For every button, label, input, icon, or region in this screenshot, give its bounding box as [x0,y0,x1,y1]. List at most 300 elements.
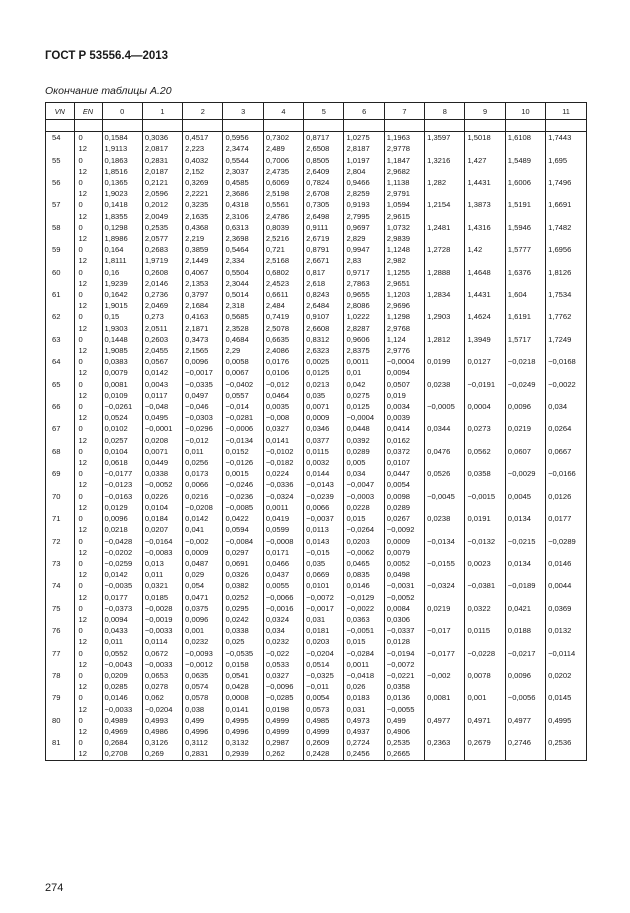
vn-cell: 71 [52,514,61,524]
value-cell: 1,2154 [425,199,465,210]
value-cell: −0,0043 [102,659,142,670]
value-cell: 0,0264 [546,423,586,434]
value-cell: 1,9239 [102,278,142,289]
value-cell: 2,0577 [142,233,182,244]
value-cell: 0,2428 [304,748,344,759]
value-cell: 0,0338 [223,625,263,636]
value-cell [465,233,505,244]
value-cell: 0,2363 [425,737,465,748]
vn-cell: 60 [52,267,61,277]
value-cell [505,592,545,603]
value-cell: 1,2834 [425,289,465,300]
value-cell: −0,0022 [344,603,384,614]
value-cell: −0,0324 [263,491,303,502]
table-row [46,132,586,144]
value-cell: −0,008 [263,412,303,423]
vn-cell [46,412,74,423]
value-cell [465,323,505,334]
value-cell: −0,0168 [546,356,586,367]
vn-cell: 74 [52,581,61,591]
value-cell: 0,7305 [304,199,344,210]
value-cell [465,704,505,715]
value-cell [465,592,505,603]
value-cell: 0,6313 [223,222,263,233]
value-cell: 1,8111 [102,255,142,266]
value-cell: 0,8312 [304,334,344,345]
value-cell: 0,0152 [223,446,263,457]
value-cell: 0,0242 [223,614,263,625]
value-cell: 0,2679 [465,737,505,748]
en-cell: 0 [74,513,102,524]
value-cell: 0,062 [142,692,182,703]
value-cell: −0,0052 [384,592,424,603]
value-cell: 0,3473 [183,334,223,345]
en-cell: 12 [74,300,102,311]
value-cell: 2,0187 [142,166,182,177]
value-cell: 2,5198 [263,188,303,199]
value-cell: 2,4523 [263,278,303,289]
value-cell: −0,022 [263,648,303,659]
vn-cell [46,255,74,266]
value-cell: 0,0023 [465,558,505,569]
value-cell: 2,9778 [384,143,424,154]
value-cell: 2,1565 [183,345,223,356]
value-cell [465,412,505,423]
value-cell: 0,0144 [304,468,344,479]
table-row [46,569,586,580]
value-cell [465,300,505,311]
value-cell: −0,0164 [142,536,182,547]
value-cell: 0,2831 [142,155,182,166]
value-cell: 0,6069 [263,177,303,188]
value-cell: 1,7534 [546,289,586,300]
value-cell: −0,0284 [344,648,384,659]
en-cell: 12 [74,614,102,625]
vn-cell [46,726,74,737]
en-cell: 0 [74,423,102,434]
value-cell: 0,0672 [142,648,182,659]
table-row [46,345,586,356]
value-cell: −0,0056 [505,692,545,703]
table-row [46,558,586,569]
value-cell [465,211,505,222]
value-cell: 1,8355 [102,211,142,222]
value-cell [546,502,586,513]
value-cell: 0,9655 [344,289,384,300]
value-cell: 0,0238 [425,379,465,390]
value-cell: 0,8791 [304,244,344,255]
table-row [46,692,586,703]
value-cell [505,726,545,737]
value-cell: 0,0369 [546,603,586,614]
value-cell: −0,0017 [183,367,223,378]
vn-cell: 72 [52,536,61,546]
value-cell: 0,0203 [344,536,384,547]
value-cell: −0,0134 [223,435,263,446]
value-cell: −0,0085 [223,502,263,513]
value-cell: 1,42 [465,244,505,255]
value-cell: 2,9768 [384,323,424,334]
value-cell: 0,0181 [304,625,344,636]
table-row [46,524,586,535]
value-cell: 0,0134 [505,513,545,524]
value-cell: 0,0055 [263,580,303,591]
value-cell: 0,0562 [465,446,505,457]
value-cell: 2,3474 [223,143,263,154]
value-cell: 1,8126 [546,267,586,278]
vn-cell [46,143,74,154]
value-cell: 0,0106 [263,367,303,378]
value-cell: 0,9466 [344,177,384,188]
value-cell: 0,9697 [344,222,384,233]
value-cell: 0,0136 [384,692,424,703]
value-cell [505,278,545,289]
vn-cell [46,367,74,378]
value-cell: 1,604 [505,289,545,300]
value-cell: −0,0194 [384,648,424,659]
value-cell: −0,0132 [465,536,505,547]
value-cell: −0,0096 [263,681,303,692]
value-cell: 0,0145 [546,692,586,703]
value-cell: 0,005 [344,457,384,468]
value-cell: 0,2708 [102,748,142,759]
value-cell: 0,0044 [546,580,586,591]
value-cell: 2,8086 [344,300,384,311]
value-cell: −0,0249 [505,379,545,390]
value-cell: 0,4995 [546,715,586,726]
value-cell: 0,5685 [223,311,263,322]
en-cell: 12 [74,143,102,154]
spacer-cell [546,120,586,132]
table-row [46,592,586,603]
value-cell: −0,048 [142,401,182,412]
value-cell: 0,0146 [102,692,142,703]
value-cell: 2,3044 [223,278,263,289]
vn-cell [46,479,74,490]
value-cell: 1,9303 [102,323,142,334]
value-cell: 1,6691 [546,199,586,210]
value-cell: 1,6108 [505,132,545,144]
value-cell: 0,0084 [384,603,424,614]
value-cell: 1,1847 [384,155,424,166]
value-cell: 0,0066 [304,502,344,513]
value-cell [465,479,505,490]
value-cell: 0,0607 [505,446,545,457]
value-cell: 1,6006 [505,177,545,188]
value-cell [425,278,465,289]
value-cell: 2,3698 [223,233,263,244]
value-cell: 0,0466 [263,558,303,569]
value-cell: 0,0306 [384,614,424,625]
en-cell: 12 [74,166,102,177]
value-cell: 0,0128 [384,636,424,647]
table-row [46,648,586,659]
table-row [46,300,586,311]
value-cell: 0,0191 [465,513,505,524]
value-cell: −0,0236 [223,491,263,502]
value-cell: −0,0325 [304,670,344,681]
value-cell: 0,7302 [263,132,303,144]
value-cell [425,367,465,378]
table-row [46,547,586,558]
value-cell [505,345,545,356]
value-cell: 0,0146 [344,580,384,591]
value-cell: 0,0071 [142,446,182,457]
value-cell [505,524,545,535]
value-cell: 2,0049 [142,211,182,222]
value-cell: 0,3235 [183,199,223,210]
value-cell [425,166,465,177]
value-cell: 0,0465 [344,558,384,569]
table-row [46,188,586,199]
value-cell: 0,0141 [223,704,263,715]
spacer-cell [304,120,344,132]
value-cell: −0,0204 [304,648,344,659]
en-cell: 0 [74,625,102,636]
value-cell: 0,0009 [384,536,424,547]
value-cell: 0,0449 [142,457,182,468]
value-cell: 0,0107 [384,457,424,468]
value-cell [425,636,465,647]
value-cell [546,704,586,715]
value-cell: 1,7762 [546,311,586,322]
en-cell: 12 [74,524,102,535]
value-cell: 0,015 [344,636,384,647]
value-cell [546,255,586,266]
value-cell: 0,0256 [183,457,223,468]
value-cell: 1,124 [384,334,424,345]
en-cell: 0 [74,379,102,390]
table-row [46,625,586,636]
value-cell: 0,4977 [505,715,545,726]
value-cell: 0,6635 [263,334,303,345]
value-cell: 0,0573 [304,704,344,715]
value-cell: 0,0011 [344,356,384,367]
value-cell: 1,6191 [505,311,545,322]
value-cell: 0,0228 [344,502,384,513]
value-cell: 0,0171 [263,547,303,558]
table-row [46,311,586,322]
en-cell: 12 [74,726,102,737]
column-header: 8 [425,103,465,120]
value-cell: 0,0203 [304,636,344,647]
value-cell: −0,0228 [465,648,505,659]
vn-cell: 67 [52,424,61,434]
value-cell: 1,1298 [384,311,424,322]
vn-cell: 56 [52,178,61,187]
value-cell: 1,4624 [465,311,505,322]
en-cell: 12 [74,748,102,759]
value-cell: 0,0079 [384,547,424,558]
value-cell: 2,6671 [304,255,344,266]
value-cell: 0,0134 [505,558,545,569]
value-cell: 0,025 [223,636,263,647]
value-cell: 0,0058 [223,356,263,367]
value-cell: 1,7482 [546,222,586,233]
value-cell: 0,6802 [263,267,303,278]
value-cell: 0,0015 [223,468,263,479]
value-cell: 0,0054 [304,692,344,703]
value-cell: 1,3597 [425,132,465,144]
value-cell: 0,4977 [425,715,465,726]
value-cell: −0,0019 [142,614,182,625]
value-cell: 0,2987 [263,737,303,748]
value-cell [505,569,545,580]
value-cell: −0,012 [183,435,223,446]
value-cell: 0,1863 [102,155,142,166]
value-cell [425,524,465,535]
value-cell: 0,0464 [263,390,303,401]
en-cell: 12 [74,390,102,401]
value-cell [465,255,505,266]
value-cell: 1,3873 [465,199,505,210]
value-cell: 0,4999 [304,726,344,737]
en-cell: 12 [74,457,102,468]
value-cell: 1,2812 [425,334,465,345]
value-cell [546,614,586,625]
spacer-cell [344,120,384,132]
value-cell: 0,0142 [142,367,182,378]
vn-cell [46,278,74,289]
value-cell: 0,0322 [465,603,505,614]
vn-cell [46,345,74,356]
value-cell: 0,0297 [223,547,263,558]
value-cell: 0,8039 [263,222,303,233]
value-cell: 2,6484 [304,300,344,311]
value-cell [425,412,465,423]
value-cell: 0,1448 [102,334,142,345]
value-cell: 1,5717 [505,334,545,345]
value-cell [425,547,465,558]
value-cell [505,479,545,490]
value-cell: −0,0335 [183,379,223,390]
value-cell: −0,0134 [425,536,465,547]
value-cell: 1,0732 [384,222,424,233]
value-cell: 0,0275 [344,390,384,401]
spacer-cell [102,120,142,132]
value-cell: 2,8259 [344,188,384,199]
spacer-cell [223,120,263,132]
value-cell: 1,282 [425,177,465,188]
value-cell: 1,4431 [465,289,505,300]
en-cell: 0 [74,289,102,300]
value-cell: 0,2535 [384,737,424,748]
spacer-cell [425,120,465,132]
value-cell: 0,0437 [263,569,303,580]
value-cell: 2,1449 [183,255,223,266]
value-cell: 0,0115 [465,625,505,636]
spacer-cell [384,120,424,132]
value-cell: 0,0129 [102,502,142,513]
value-cell: −0,011 [304,681,344,692]
value-cell [505,681,545,692]
value-cell: 0,2121 [142,177,182,188]
value-cell [505,323,545,334]
value-cell: 0,4996 [183,726,223,737]
value-cell: 0,0142 [183,513,223,524]
value-cell: 0,0104 [102,446,142,457]
value-cell: 2,4086 [263,345,303,356]
value-cell: 0,0226 [142,491,182,502]
value-cell: 0,0096 [102,513,142,524]
value-cell: 0,0382 [223,580,263,591]
value-cell: 2,6608 [304,323,344,334]
table-row [46,670,586,681]
vn-cell: 78 [52,670,61,680]
value-cell [465,390,505,401]
value-cell: 0,0377 [304,435,344,446]
value-cell: 0,0635 [183,670,223,681]
table-row [46,412,586,423]
value-cell: −0,0381 [465,580,505,591]
value-cell: 0,5014 [223,289,263,300]
value-cell: −0,0047 [344,479,384,490]
value-cell: 0,041 [183,524,223,535]
value-cell: 2,7995 [344,211,384,222]
value-cell: −0,0066 [263,592,303,603]
value-cell: 0,7824 [304,177,344,188]
vn-cell: 61 [52,290,61,300]
value-cell: 0,4996 [223,726,263,737]
value-cell: 0,0081 [102,379,142,390]
value-cell: 2,6323 [304,345,344,356]
value-cell: 2,3686 [223,188,263,199]
value-cell [546,188,586,199]
value-cell: 0,9193 [344,199,384,210]
value-cell [505,188,545,199]
value-cell: 2,484 [263,300,303,311]
value-cell: 0,2535 [142,222,182,233]
value-cell: 2,0511 [142,323,182,334]
column-header: 0 [102,103,142,120]
value-cell: −0,0033 [142,659,182,670]
value-cell: 0,0327 [263,670,303,681]
value-cell [546,278,586,289]
table-row [46,199,586,210]
value-cell: −0,0177 [425,648,465,659]
value-cell: −0,0163 [102,491,142,502]
value-cell: −0,0012 [183,659,223,670]
value-cell: 1,7249 [546,334,586,345]
en-cell: 12 [74,547,102,558]
value-cell: 0,0835 [344,569,384,580]
en-cell: 0 [74,692,102,703]
value-cell: 2,9791 [384,188,424,199]
value-cell: 0,013 [142,558,182,569]
value-cell [465,278,505,289]
value-cell [425,188,465,199]
column-header: 2 [183,103,223,120]
value-cell: 0,4032 [183,155,223,166]
value-cell: −0,0191 [465,379,505,390]
value-cell: −0,0123 [102,479,142,490]
value-cell: 0,0219 [425,603,465,614]
value-cell: 1,5489 [505,155,545,166]
value-cell: 1,695 [546,155,586,166]
value-cell: 0,0419 [263,513,303,524]
value-cell: 0,4318 [223,199,263,210]
table-row [46,659,586,670]
value-cell [546,681,586,692]
value-cell: 0,0321 [142,580,182,591]
value-cell: 0,0184 [142,513,182,524]
value-cell: 0,0176 [263,356,303,367]
en-cell: 12 [74,211,102,222]
vn-cell: 77 [52,648,61,658]
value-cell [425,345,465,356]
value-cell: 2,3037 [223,166,263,177]
value-cell: −0,0418 [344,670,384,681]
